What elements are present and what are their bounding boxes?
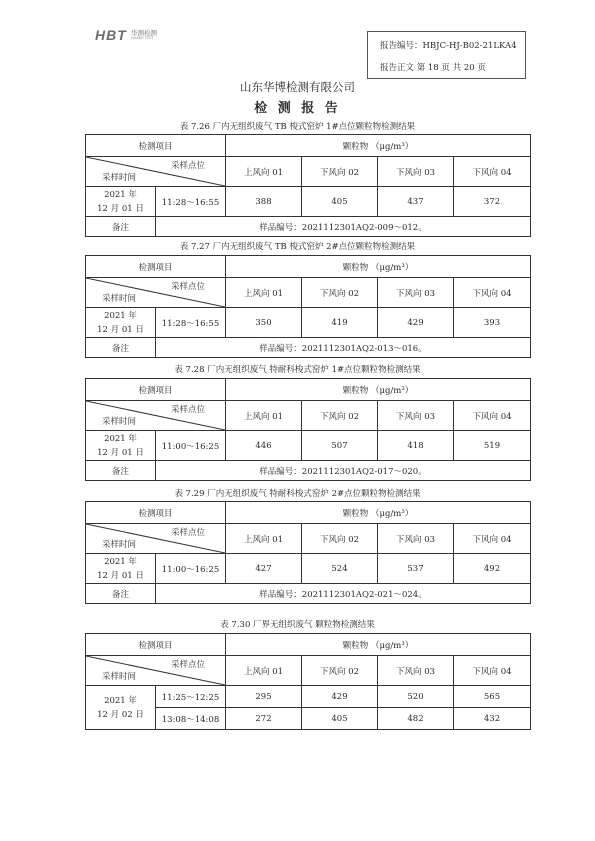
- logo-mark: HBT: [95, 27, 127, 43]
- company-name: 山东华博检测有限公司: [240, 80, 355, 94]
- note-row: [86, 338, 531, 358]
- results-table: [85, 378, 531, 481]
- diagonal-header-cell: [86, 278, 226, 308]
- date-cell: [86, 187, 156, 217]
- sampling-point-label: 采样点位: [171, 282, 206, 292]
- report-info-box: [367, 31, 526, 79]
- date-cell: [86, 686, 156, 730]
- date-day: 12 月 02 日: [97, 709, 144, 720]
- value-cell: 429: [378, 308, 454, 338]
- column-header: 下风向 03: [378, 157, 454, 187]
- company-logo: [95, 24, 175, 46]
- value-cell: 350: [226, 308, 302, 338]
- sampling-time-label: 采样时间: [102, 672, 137, 682]
- parameter-header: 颗粒物 （μg/m³）: [226, 634, 531, 656]
- value-cell: 432: [454, 708, 531, 730]
- time-cell: 11:00～16:25: [156, 431, 226, 461]
- date-cell: [86, 554, 156, 584]
- value-cell: 388: [226, 187, 302, 217]
- column-header-row: [86, 656, 531, 686]
- logo-english-text: HUABO TEST: [131, 36, 154, 40]
- sampling-time-label: 采样时间: [102, 173, 137, 183]
- data-row: [86, 308, 531, 338]
- column-header: 下风向 02: [302, 656, 378, 686]
- value-cell: 492: [454, 554, 531, 584]
- date-cell: [86, 431, 156, 461]
- note-value: 样品编号：2021112301AQ2-013～016。: [156, 338, 531, 358]
- value-cell: 418: [378, 431, 454, 461]
- note-value: 样品编号：2021112301AQ2-021～024。: [156, 584, 531, 604]
- results-table: [85, 501, 531, 604]
- column-header: 上风向 01: [226, 524, 302, 554]
- table-caption: 表 7.28 厂内无组织废气 特耐科梭式窑炉 1#点位颗粒物检测结果: [174, 365, 421, 375]
- value-cell: 507: [302, 431, 378, 461]
- note-label: 备注: [86, 584, 156, 604]
- parameter-header: 颗粒物 （μg/m³）: [226, 379, 531, 401]
- table-caption: 表 7.29 厂内无组织废气 特耐科梭式窑炉 2#点位颗粒物检测结果: [174, 489, 421, 499]
- header-row: [86, 502, 531, 524]
- sampling-point-label: 采样点位: [171, 660, 206, 670]
- column-header: 上风向 01: [226, 656, 302, 686]
- diagonal-header-cell: [86, 656, 226, 686]
- item-label-cell: 检测项目: [86, 256, 226, 278]
- column-header: 下风向 04: [454, 656, 531, 686]
- sampling-time-label: 采样时间: [102, 540, 137, 550]
- date-year: 2021 年: [104, 695, 137, 706]
- column-header: 下风向 04: [454, 157, 531, 187]
- note-label: 备注: [86, 217, 156, 237]
- sampling-point-label: 采样点位: [171, 161, 206, 171]
- table-caption: 表 7.30 厂界无组织废气 颗粒物检测结果: [220, 620, 375, 630]
- item-label-cell: 检测项目: [86, 135, 226, 157]
- report-number: [380, 39, 517, 51]
- value-cell: 295: [226, 686, 302, 708]
- value-cell: 429: [302, 686, 378, 708]
- sampling-point-label: 采样点位: [171, 405, 206, 415]
- value-cell: 519: [454, 431, 531, 461]
- note-value: 样品编号：2021112301AQ2-009～012。: [156, 217, 531, 237]
- column-header: 下风向 02: [302, 524, 378, 554]
- data-row: [86, 187, 531, 217]
- item-label-cell: 检测项目: [86, 634, 226, 656]
- column-header: 上风向 01: [226, 278, 302, 308]
- value-cell: 419: [302, 308, 378, 338]
- column-header: 上风向 01: [226, 157, 302, 187]
- time-cell: 13:08～14:08: [156, 708, 226, 730]
- sampling-time-label: 采样时间: [102, 417, 137, 427]
- value-cell: 405: [302, 708, 378, 730]
- date-day: 12 月 01 日: [97, 324, 144, 335]
- item-label-cell: 检测项目: [86, 379, 226, 401]
- table-caption: 表 7.27 厂内无组织废气 TB 梭式窑炉 2#点位颗粒物检测结果: [179, 242, 416, 252]
- date-year: 2021 年: [104, 556, 137, 567]
- sampling-point-label: 采样点位: [171, 528, 206, 538]
- column-header-row: [86, 278, 531, 308]
- data-row: [86, 686, 531, 708]
- date-year: 2021 年: [104, 433, 137, 444]
- data-row: [86, 554, 531, 584]
- note-row: [86, 461, 531, 481]
- date-day: 12 月 01 日: [97, 203, 144, 214]
- document-title: 检 测 报 告: [254, 101, 341, 116]
- value-cell: 393: [454, 308, 531, 338]
- date-day: 12 月 01 日: [97, 447, 144, 458]
- diagonal-header-cell: [86, 157, 226, 187]
- data-row: [86, 431, 531, 461]
- value-cell: 520: [378, 686, 454, 708]
- column-header: 下风向 03: [378, 278, 454, 308]
- column-header: 下风向 03: [378, 524, 454, 554]
- header-row: [86, 135, 531, 157]
- column-header-row: [86, 524, 531, 554]
- diagonal-header-cell: [86, 401, 226, 431]
- value-cell: 405: [302, 187, 378, 217]
- results-table: [85, 633, 531, 730]
- value-cell: 446: [226, 431, 302, 461]
- time-cell: 11:25～12:25: [156, 686, 226, 708]
- parameter-header: 颗粒物 （μg/m³）: [226, 256, 531, 278]
- time-cell: 11:28～16:55: [156, 308, 226, 338]
- value-cell: 537: [378, 554, 454, 584]
- results-table: [85, 134, 531, 237]
- diagonal-header-cell: [86, 524, 226, 554]
- column-header: 下风向 04: [454, 278, 531, 308]
- column-header: 下风向 04: [454, 401, 531, 431]
- date-year: 2021 年: [104, 310, 137, 321]
- value-cell: 565: [454, 686, 531, 708]
- report-number-label: 报告编号：: [380, 41, 423, 51]
- time-cell: 11:28～16:55: [156, 187, 226, 217]
- header-row: [86, 379, 531, 401]
- value-cell: 427: [226, 554, 302, 584]
- header-row: [86, 256, 531, 278]
- value-cell: 437: [378, 187, 454, 217]
- column-header: 下风向 02: [302, 278, 378, 308]
- column-header: 下风向 04: [454, 524, 531, 554]
- value-cell: 272: [226, 708, 302, 730]
- column-header: 下风向 03: [378, 401, 454, 431]
- date-cell: [86, 308, 156, 338]
- note-row: [86, 217, 531, 237]
- results-table: [85, 255, 531, 358]
- column-header: 下风向 02: [302, 157, 378, 187]
- parameter-header: 颗粒物 （μg/m³）: [226, 502, 531, 524]
- sampling-time-label: 采样时间: [102, 294, 137, 304]
- page-indicator: 报告正文 第 18 页 共 20 页: [380, 63, 486, 73]
- item-label-cell: 检测项目: [86, 502, 226, 524]
- value-cell: 482: [378, 708, 454, 730]
- value-cell: 372: [454, 187, 531, 217]
- date-day: 12 月 01 日: [97, 570, 144, 581]
- date-year: 2021 年: [104, 189, 137, 200]
- report-number-value: HBJC-HJ-B02-21LKA4: [422, 41, 517, 51]
- time-cell: 11:00～16:25: [156, 554, 226, 584]
- note-label: 备注: [86, 461, 156, 481]
- column-header: 下风向 03: [378, 656, 454, 686]
- column-header: 上风向 01: [226, 401, 302, 431]
- value-cell: 524: [302, 554, 378, 584]
- column-header-row: [86, 157, 531, 187]
- parameter-header: 颗粒物 （μg/m³）: [226, 135, 531, 157]
- column-header: 下风向 02: [302, 401, 378, 431]
- note-label: 备注: [86, 338, 156, 358]
- table-caption: 表 7.26 厂内无组织废气 TB 梭式窑炉 1#点位颗粒物检测结果: [179, 122, 416, 132]
- note-row: [86, 584, 531, 604]
- logo-chinese-text: 华测检测: [131, 29, 157, 37]
- column-header-row: [86, 401, 531, 431]
- note-value: 样品编号：2021112301AQ2-017～020。: [156, 461, 531, 481]
- header-row: [86, 634, 531, 656]
